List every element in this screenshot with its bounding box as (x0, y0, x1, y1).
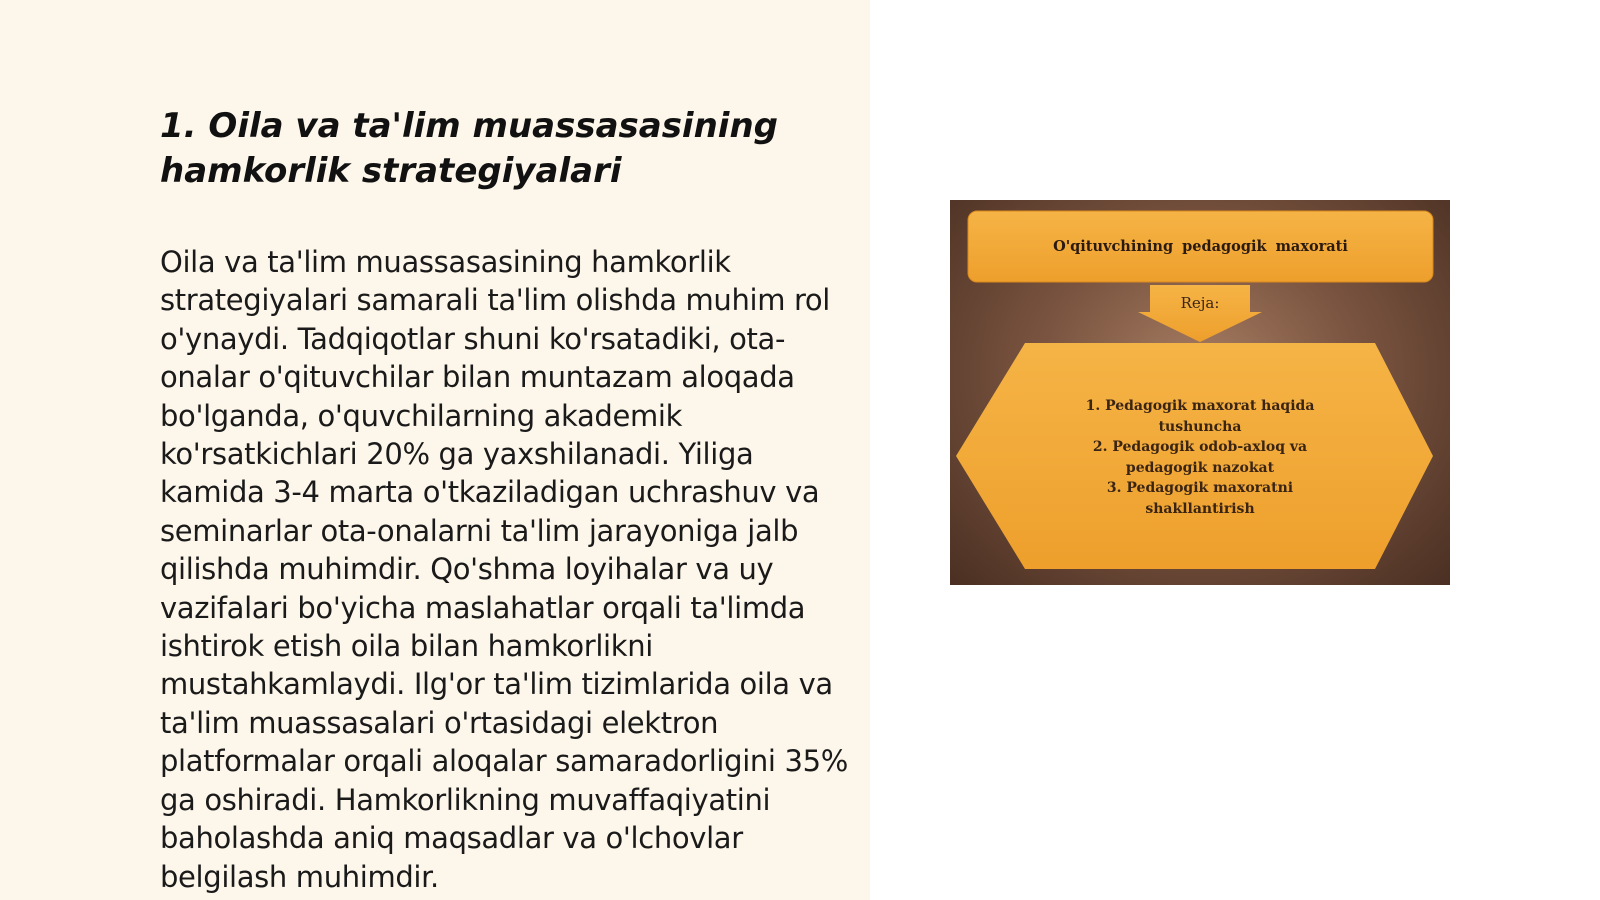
slide-title (160, 104, 840, 194)
diagram-plan-item-3: 3. Pedagogik maxoratni shakllantirish (1106, 480, 1294, 517)
diagram-plan-item-1: 1. Pedagogik maxorat haqida tushuncha (1085, 398, 1315, 435)
diagram-header-text: O'qituvchining pedagogik maxorati (1053, 238, 1348, 255)
diagram-plan-list (1050, 396, 1350, 519)
diagram-plan-item-2: 2. Pedagogik odob-axloq va pedagogik nazokat (1092, 439, 1308, 476)
diagram-arrow-label: Reja: (1180, 294, 1220, 312)
slide-title-line-2: hamkorlik strategiyalari (160, 151, 622, 191)
slide-title-line-1: 1. Oila va ta'lim muassasasining (160, 106, 778, 146)
slide-body-text: Oila va ta'lim muassasasining hamkorlik strategiyalari samarali ta'lim olishda muhim rol o'ynaydi. Tadqiqotlar shuni ko'rsatadiki, ota-onalar o'qituvchilar bilan muntazam aloqada bo'lganda, o'quvchilarning akademik ko'rsatkichlari 20% ga yaxshilanadi. Yiliga kamida 3-4 marta o'tkaziladigan uchrashuv va seminarlar ota-onalarni ta'lim jarayoniga jalb qilishda muhimdir. Qo'shma loyihalar va uy vazifalari bo'yicha maslahatlar orqali ta'limda ishtirok etish oila bilan hamkorlikni mustahkamlaydi. Ilg'or ta'lim tizimlarida oila va ta'lim muassasalari o'rtasidagi elektron platformalar orqali aloqalar samaradorligini 35% ga oshiradi. Hamkorlikning muvaffaqiyatini baholashda aniq maqsadlar va o'lchovlar belgilash muhimdir. (160, 245, 848, 894)
pedagogy-diagram-image (950, 200, 1450, 585)
